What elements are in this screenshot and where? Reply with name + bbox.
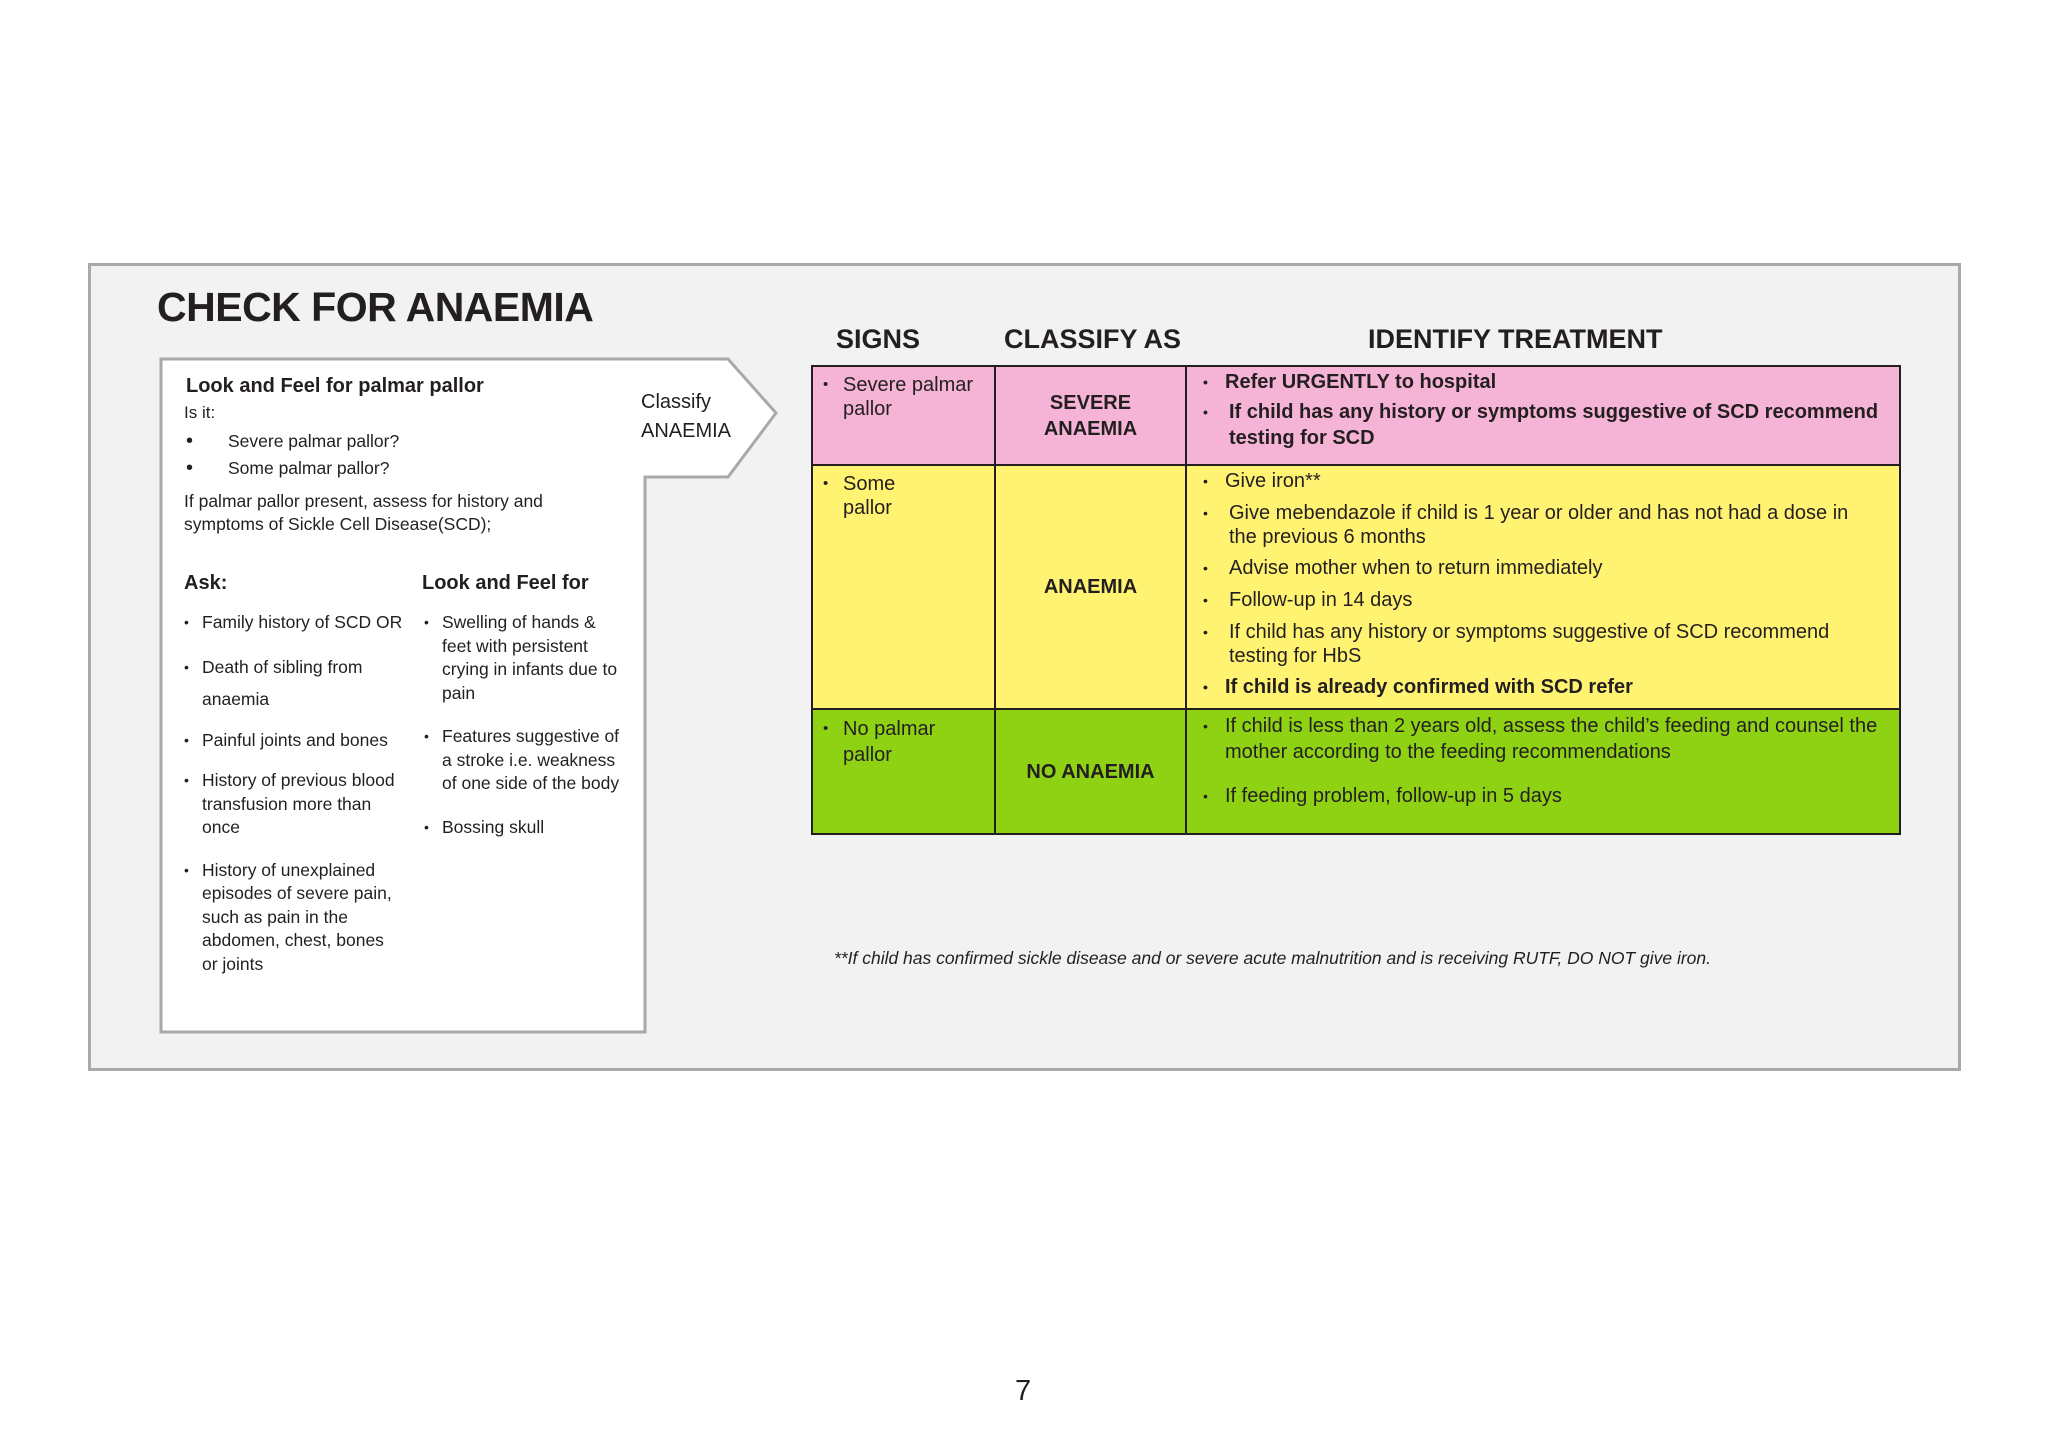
treatment-cell-severe (1185, 365, 1901, 466)
iron-footnote: **If child has confirmed sickle disease and or severe acute malnutrition and is receiving RUTF, DO NOT give iron. (834, 948, 1711, 968)
treatment-item: • Follow-up in 14 days (1203, 588, 1879, 613)
list-item: • Bossing skull (424, 816, 624, 840)
list-item: • Family history of SCD OR (184, 611, 404, 635)
treatment-item: • If feeding problem, follow-up in 5 days (1203, 784, 1879, 809)
classify-anaemia-label: Classify ANAEMIA (641, 391, 732, 442)
list-item: • Some palmar pallor? (184, 455, 399, 482)
pallor-options-list (184, 428, 399, 482)
ask-list (184, 611, 404, 993)
list-item: • Painful joints and bones (184, 729, 404, 753)
page-title: CHECK FOR ANAEMIA (157, 284, 594, 330)
signs-cell-severe: • Severe palmar pallor (811, 365, 996, 466)
treatment-item: • If child is already confirmed with SCD refer (1203, 675, 1879, 700)
treatment-cell-no-anaemia (1185, 708, 1901, 835)
treatment-item: • Advise mother when to return immediately (1203, 556, 1879, 581)
look-feel-pallor-title: Look and Feel for palmar pallor (186, 375, 484, 397)
treatment-item: • Give mebendazole if child is 1 year or older and has not had a dose in the previous 6 months (1203, 501, 1879, 549)
treatment-item: • If child is less than 2 years old, assess the child’s feeding and counsel the mother according to the feeding recommendations (1203, 713, 1879, 765)
scd-assessment-note: If palmar pallor present, assess for history and symptoms of Sickle Cell Disease(SCD); (184, 491, 543, 534)
classify-header: CLASSIFY AS (1004, 324, 1182, 354)
list-item: • Swelling of hands & feet with persistent crying in infants due to pain (424, 611, 624, 705)
look-feel-heading: Look and Feel for (422, 572, 589, 594)
signs-cell-some: • Some pallor (811, 464, 996, 710)
look-feel-list (424, 611, 624, 856)
classify-cell-severe: SEVERE ANAEMIA (994, 365, 1187, 466)
list-item: • Features suggestive of a stroke i.e. weakness of one side of the body (424, 725, 624, 796)
classify-cell-no-anaemia: NO ANAEMIA (994, 708, 1187, 835)
treatment-item: • If child has any history or symptoms suggestive of SCD recommend testing for HbS (1203, 620, 1879, 668)
treatment-item: • If child has any history or symptoms suggestive of SCD recommend testing for SCD (1203, 399, 1879, 451)
classification-table (811, 365, 1901, 835)
treatment-cell-anaemia (1185, 464, 1901, 710)
treatment-item: • Give iron** (1203, 469, 1879, 494)
list-item: • History of unexplained episodes of severe pain, such as pain in the abdomen, chest, bones or joints (184, 859, 404, 977)
classify-cell-anaemia: ANAEMIA (994, 464, 1187, 710)
treatment-header: IDENTIFY TREATMENT (1368, 324, 1663, 354)
list-item: • Death of sibling from anaemia (184, 651, 404, 715)
list-item: • History of previous blood transfusion more than once (184, 769, 404, 840)
page-number: 7 (1015, 1375, 1032, 1407)
ask-heading: Ask: (184, 572, 228, 594)
signs-header: SIGNS (836, 324, 921, 354)
signs-cell-none: • No palmar pallor (811, 708, 996, 835)
list-item: • Severe palmar pallor? (184, 428, 399, 455)
treatment-item: • Refer URGENTLY to hospital (1203, 370, 1879, 395)
is-it-label: Is it: (184, 403, 216, 422)
